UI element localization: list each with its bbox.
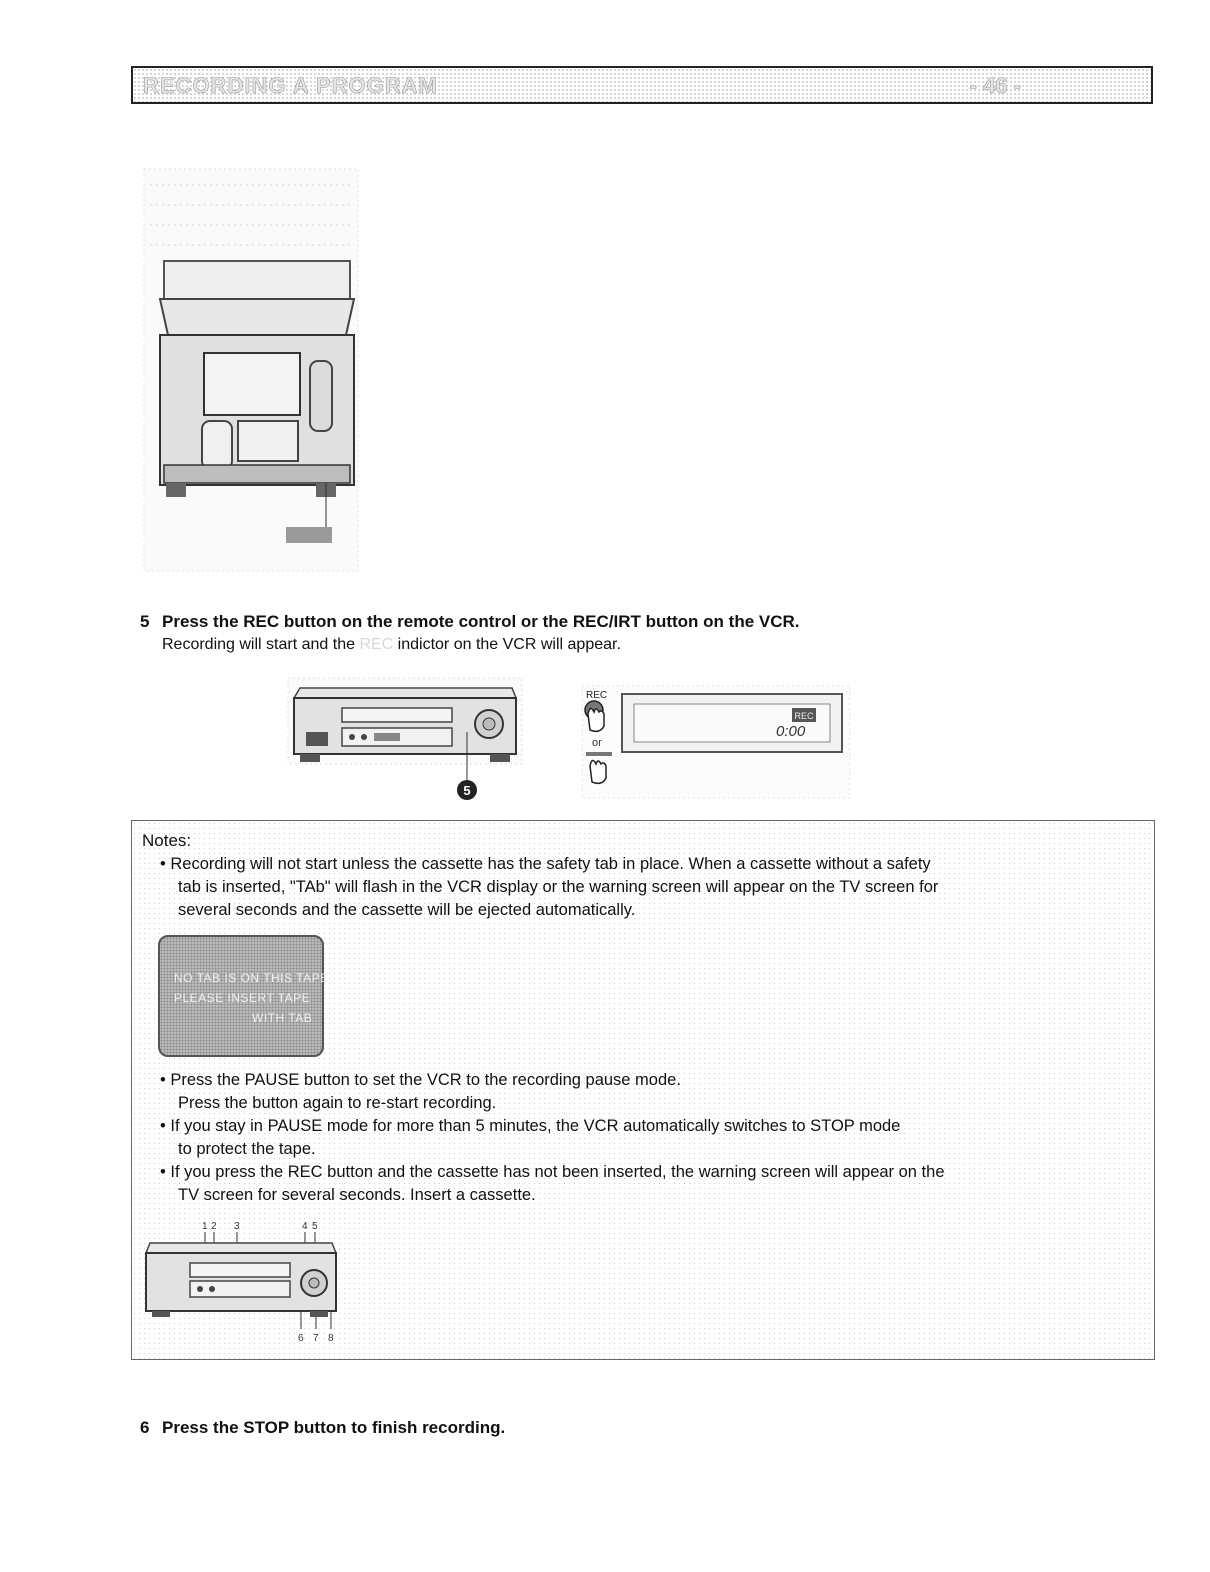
callout-7: 7 (313, 1333, 319, 1344)
note-line-2: tab is inserted, "TAb" will flash in the VCR display or the warning screen will appear on the TV screen for (178, 878, 939, 896)
step-5-desc-end: indictor on the VCR will appear. (397, 636, 621, 653)
step-6-number: 6 (140, 1418, 150, 1437)
callout-1: 1 (202, 1221, 208, 1232)
step-5-number: 5 (140, 612, 150, 631)
step-5-text: Press the REC button on the remote control or the REC/IRT button on the VCR. (162, 612, 800, 631)
callout-2: 2 (211, 1221, 217, 1232)
callout-5: 5 (312, 1221, 318, 1232)
step-5-heading (140, 612, 800, 632)
step-5-desc-start: Recording will start and the (162, 636, 355, 653)
tv-warning-line-3: WITH TAB (252, 1011, 313, 1025)
step-5-description (162, 636, 621, 654)
page-header (131, 66, 1153, 104)
page-number: - 46 - (969, 73, 1021, 98)
note-line-8: • If you press the REC button and the cassette has not been inserted, the warning screen will appear on the (160, 1163, 945, 1181)
callout-3: 3 (234, 1221, 240, 1232)
section-title: RECORDING A PROGRAM (143, 73, 438, 98)
note-line-4: • Press the PAUSE button to set the VCR to the recording pause mode. (160, 1071, 681, 1089)
vcr-callout-diagram (142, 1217, 342, 1347)
step-callout-5: 5 (463, 783, 471, 798)
or-label: or (592, 737, 602, 749)
step-6-text: Press the STOP button to finish recording. (162, 1418, 506, 1437)
tv-warning-screen (158, 935, 329, 1057)
tv-warning-line-2: PLEASE INSERT TAPE (174, 991, 311, 1005)
note-line-7: to protect the tape. (178, 1140, 316, 1158)
rec-indicator-label: REC (359, 636, 394, 653)
display-rec: REC (794, 711, 814, 721)
callout-6: 6 (298, 1333, 304, 1344)
notes-title: Notes: (142, 831, 192, 850)
tv-illustration (140, 165, 362, 575)
display-digits: 0:00 (776, 723, 806, 740)
rec-display-illustration (580, 684, 852, 800)
note-line-6: • If you stay in PAUSE mode for more than 5 minutes, the VCR automatically switches to STOP mode (160, 1117, 901, 1135)
note-line-1: • Recording will not start unless the cassette has the safety tab in place. When a cassette without a safety (160, 855, 931, 873)
vcr-front-illustration (286, 676, 524, 802)
note-line-3: several seconds and the cassette will be ejected automatically. (178, 901, 636, 919)
rec-button-label: REC (586, 690, 608, 701)
step-6-heading (140, 1418, 505, 1438)
tv-warning-line-1: NO TAB IS ON THIS TAPE (174, 971, 329, 985)
callout-8: 8 (328, 1333, 334, 1344)
callout-4: 4 (302, 1221, 308, 1232)
note-line-9: TV screen for several seconds. Insert a cassette. (178, 1186, 536, 1204)
notes-box (131, 820, 1155, 1360)
note-line-5: Press the button again to re-start recording. (178, 1094, 497, 1112)
